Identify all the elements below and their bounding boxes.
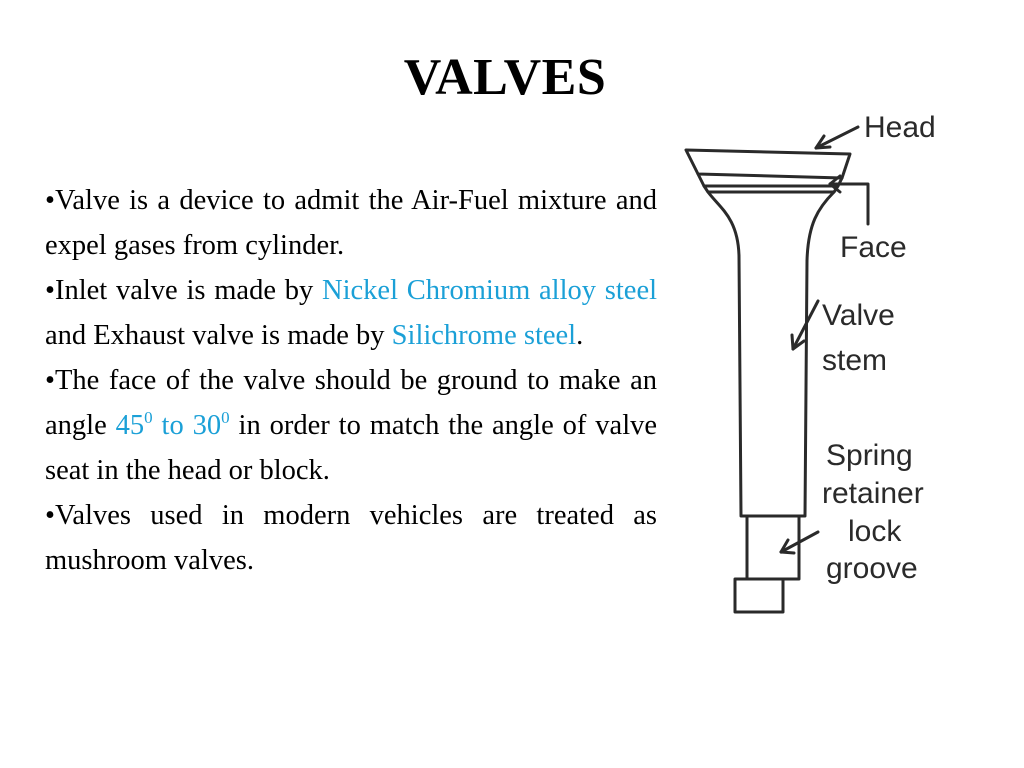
label-groove-line1: Spring (826, 439, 913, 472)
label-valve-stem-line2: stem (822, 344, 888, 377)
bullet-list (45, 178, 657, 583)
bullet-item-2: •Inlet valve is made by Nickel Chromium alloy steel and Exhaust valve is made by Silichrome steel. (45, 275, 658, 351)
slide-title: VALVES (403, 49, 607, 106)
valve-neck-shape (708, 192, 739, 256)
valve-stem-shape (739, 256, 807, 516)
bullet-item-3: •The face of the valve should be ground to make an angle $45^0$ to $30^0$ in order to match the angle of valve seat in the head or block. (45, 365, 658, 486)
bullet-item-1: •Valve is a device to admit the Air-Fuel mixture and expel gases from cylinder. (45, 185, 657, 261)
valve-diagram (668, 96, 968, 626)
valve-tip-shape (735, 579, 783, 612)
highlight-inlet-material: Nickel Chromium alloy steel (322, 275, 658, 306)
label-groove-line3: lock (848, 515, 902, 548)
bullet-marker: • (45, 275, 55, 306)
label-head: Head (864, 111, 936, 144)
highlight-angle: $45^0$ to $30^0$ (115, 408, 230, 441)
label-groove-line4: groove (826, 552, 918, 585)
bullet-marker: • (45, 500, 55, 531)
highlight-exhaust-material: Silichrome steel (391, 320, 577, 351)
label-groove-line2: retainer (822, 477, 924, 510)
bullet-marker: • (45, 185, 55, 216)
valve-head-shape (686, 150, 850, 178)
label-valve-stem-line1: Valve (822, 299, 895, 332)
bullet-item-4: •Valves used in modern vehicles are treated as mushroom valves. (45, 500, 657, 576)
label-face: Face (840, 231, 907, 264)
bullet-marker: • (45, 365, 55, 396)
